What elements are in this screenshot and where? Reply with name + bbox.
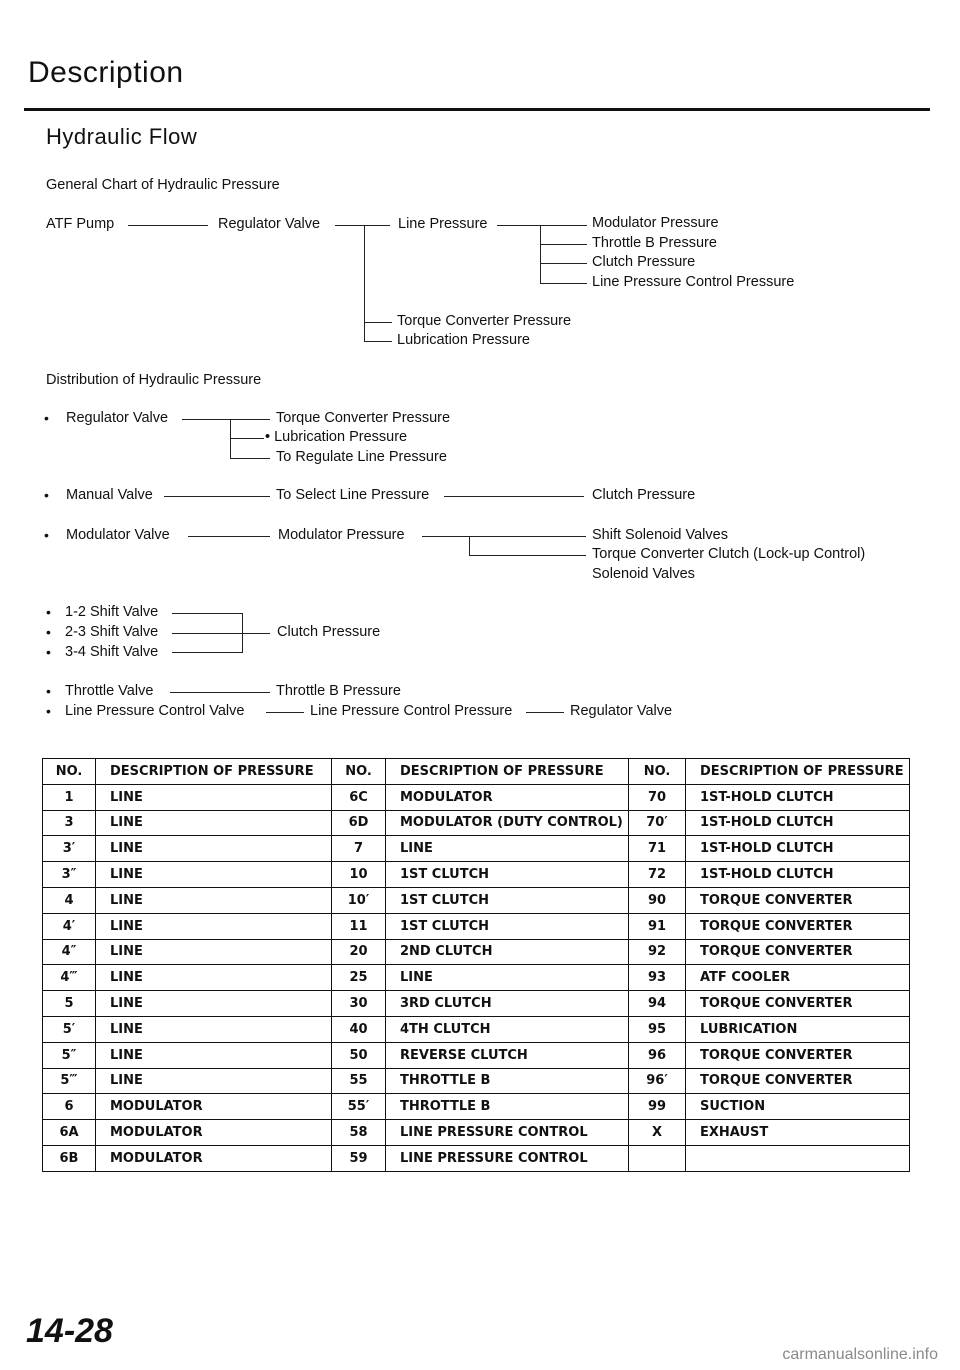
cell-number: 91 — [629, 913, 686, 939]
connector-line — [364, 225, 365, 341]
regulator-output: To Regulate Line Pressure — [276, 449, 447, 465]
cell-number: 55 — [332, 1068, 386, 1094]
bullet: • — [44, 487, 49, 503]
section-title: Hydraulic Flow — [46, 124, 198, 149]
cell-number: 11 — [332, 913, 386, 939]
cell-description: LUBRICATION — [686, 1016, 910, 1042]
table-row — [43, 887, 910, 913]
cell-description: LINE — [96, 965, 332, 991]
connector-line — [230, 458, 270, 459]
table-body — [43, 784, 910, 1171]
cell-number: 3″ — [43, 862, 96, 888]
bullet: • — [46, 644, 51, 660]
rv-output: Torque Converter Pressure — [397, 313, 572, 329]
cell-description: TORQUE CONVERTER — [686, 939, 910, 965]
table-row — [43, 836, 910, 862]
connector-line — [497, 225, 587, 226]
cell-number: 4 — [43, 887, 96, 913]
table-header-row — [43, 759, 910, 785]
cell-number: 3′ — [43, 836, 96, 862]
cell-number: 96 — [629, 1042, 686, 1068]
cell-description: SUCTION — [686, 1094, 910, 1120]
shift-out: Clutch Pressure — [277, 624, 381, 640]
connector-line — [469, 555, 586, 556]
cell-description: LINE — [96, 836, 332, 862]
cell-description: LINE — [96, 991, 332, 1017]
cell-description: LINE — [96, 1016, 332, 1042]
cell-number: 6D — [332, 810, 386, 836]
cell-number: 4′ — [43, 913, 96, 939]
table-row — [43, 1068, 910, 1094]
cell-number: 5‴ — [43, 1068, 96, 1094]
connector-line — [364, 341, 392, 342]
regulator-output: • Lubrication Pressure — [265, 429, 408, 445]
cell-description: LINE — [386, 836, 629, 862]
manual-out: Clutch Pressure — [592, 487, 696, 503]
connector-line — [172, 652, 242, 653]
cell-number: 10 — [332, 862, 386, 888]
shift-valve: 3-4 Shift Valve — [65, 644, 159, 660]
header-no: NO. — [332, 759, 386, 785]
bullet: • — [46, 604, 51, 620]
header-description: DESCRIPTION OF PRESSURE — [686, 759, 910, 785]
cell-number: 90 — [629, 887, 686, 913]
cell-description — [686, 1145, 910, 1171]
shift-valve: 2-3 Shift Valve — [65, 624, 159, 640]
cell-number: 1 — [43, 784, 96, 810]
table-row — [43, 991, 910, 1017]
cell-number: 6 — [43, 1094, 96, 1120]
cell-number: 95 — [629, 1016, 686, 1042]
cell-number: 70 — [629, 784, 686, 810]
cell-description: LINE — [96, 862, 332, 888]
modulator-mid: Modulator Pressure — [278, 527, 405, 543]
connector-line — [172, 613, 242, 614]
table-row — [43, 1094, 910, 1120]
lp-output: Clutch Pressure — [592, 254, 696, 270]
modulator-output: Solenoid Valves — [592, 566, 695, 582]
manual-mid: To Select Line Pressure — [276, 487, 430, 503]
table-row — [43, 1145, 910, 1171]
cell-number: 5′ — [43, 1016, 96, 1042]
page-number: 14-28 — [26, 1312, 113, 1350]
atf-pump-label: ATF Pump — [46, 216, 115, 232]
cell-number: 3 — [43, 810, 96, 836]
throttle-valve: Throttle Valve — [65, 683, 154, 699]
cell-description: LINE — [96, 887, 332, 913]
cell-number: 59 — [332, 1145, 386, 1171]
cell-description: THROTTLE B — [386, 1094, 629, 1120]
header-description: DESCRIPTION OF PRESSURE — [386, 759, 629, 785]
cell-number: 72 — [629, 862, 686, 888]
cell-description: LINE — [96, 913, 332, 939]
cell-description: 1ST-HOLD CLUTCH — [686, 836, 910, 862]
cell-description: ATF COOLER — [686, 965, 910, 991]
cell-description: 1ST-HOLD CLUTCH — [686, 810, 910, 836]
regulator-valve-label: Regulator Valve — [218, 216, 321, 232]
cell-number: 30 — [332, 991, 386, 1017]
connector-line — [128, 225, 208, 226]
cell-description: MODULATOR — [386, 784, 629, 810]
cell-number: 4″ — [43, 939, 96, 965]
table-row — [43, 939, 910, 965]
bullet: • — [46, 683, 51, 699]
modulator-output: Shift Solenoid Valves — [592, 527, 728, 543]
cell-description: 2ND CLUTCH — [386, 939, 629, 965]
cell-description: LINE PRESSURE CONTROL — [386, 1120, 629, 1146]
general-heading: General Chart of Hydraulic Pressure — [46, 177, 280, 193]
cell-description: TORQUE CONVERTER — [686, 913, 910, 939]
bullet: • — [46, 624, 51, 640]
table-row — [43, 1042, 910, 1068]
table-row — [43, 1016, 910, 1042]
cell-description: LINE — [96, 1042, 332, 1068]
lpc-valve: Line Pressure Control Valve — [65, 703, 245, 719]
connector-line — [469, 536, 470, 555]
shift-valve: 1-2 Shift Valve — [65, 604, 159, 620]
dist-regulator-valve: Regulator Valve — [66, 410, 169, 426]
cell-number: 4‴ — [43, 965, 96, 991]
cell-description: LINE — [96, 784, 332, 810]
cell-number: 58 — [332, 1120, 386, 1146]
lp-output: Modulator Pressure — [592, 215, 719, 231]
connector-line — [540, 263, 587, 264]
connector-line — [526, 712, 564, 713]
cell-description: TORQUE CONVERTER — [686, 991, 910, 1017]
header-no: NO. — [43, 759, 96, 785]
cell-number: 70′ — [629, 810, 686, 836]
cell-number: 55′ — [332, 1094, 386, 1120]
bullet: • — [44, 527, 49, 543]
cell-number: 99 — [629, 1094, 686, 1120]
modulator-output: Torque Converter Clutch (Lock-up Control) — [592, 546, 866, 562]
cell-number: 6B — [43, 1145, 96, 1171]
cell-number: 6A — [43, 1120, 96, 1146]
connector-line — [188, 536, 270, 537]
cell-number: 25 — [332, 965, 386, 991]
cell-description: 1ST-HOLD CLUTCH — [686, 862, 910, 888]
table-row — [43, 862, 910, 888]
connector-line — [444, 496, 584, 497]
cell-number: 71 — [629, 836, 686, 862]
table-row — [43, 810, 910, 836]
table-row — [43, 965, 910, 991]
cell-description: LINE — [96, 939, 332, 965]
connector-line — [182, 419, 270, 420]
connector-line — [364, 322, 392, 323]
cell-description: 1ST CLUTCH — [386, 913, 629, 939]
cell-description: LINE — [96, 1068, 332, 1094]
connector-line — [266, 712, 304, 713]
cell-description: MODULATOR — [96, 1094, 332, 1120]
cell-description: 3RD CLUTCH — [386, 991, 629, 1017]
cell-description: LINE PRESSURE CONTROL — [386, 1145, 629, 1171]
cell-number: 6C — [332, 784, 386, 810]
cell-number: 10′ — [332, 887, 386, 913]
cell-number: 96′ — [629, 1068, 686, 1094]
cell-number: 92 — [629, 939, 686, 965]
cell-number: 50 — [332, 1042, 386, 1068]
connector-line — [335, 225, 390, 226]
page-title: Description — [28, 56, 184, 89]
connector-line — [242, 613, 243, 653]
cell-description: 1ST-HOLD CLUTCH — [686, 784, 910, 810]
distribution-heading: Distribution of Hydraulic Pressure — [46, 372, 262, 388]
connector-line — [540, 283, 587, 284]
cell-description: 4TH CLUTCH — [386, 1016, 629, 1042]
cell-number: 94 — [629, 991, 686, 1017]
cell-description: EXHAUST — [686, 1120, 910, 1146]
regulator-output: Torque Converter Pressure — [276, 410, 451, 426]
table-row — [43, 784, 910, 810]
modulator-valve: Modulator Valve — [66, 527, 170, 543]
lpc-mid: Line Pressure Control Pressure — [310, 703, 513, 719]
cell-number — [629, 1145, 686, 1171]
lp-output: Line Pressure Control Pressure — [592, 274, 795, 290]
header-no: NO. — [629, 759, 686, 785]
connector-line — [422, 536, 586, 537]
watermark-bottom: carmanualsonline.info — [782, 1346, 938, 1363]
cell-description: MODULATOR — [96, 1120, 332, 1146]
bullet: • — [44, 410, 49, 426]
lpc-out: Regulator Valve — [570, 703, 673, 719]
connector-line — [172, 633, 270, 634]
title-rule — [24, 108, 930, 111]
connector-line — [540, 244, 587, 245]
lp-output: Throttle B Pressure — [592, 235, 717, 251]
pressure-table — [42, 758, 910, 1172]
bullet: • — [46, 703, 51, 719]
cell-description: LINE — [96, 810, 332, 836]
cell-number: 40 — [332, 1016, 386, 1042]
line-pressure-label: Line Pressure — [398, 216, 488, 232]
cell-number: 93 — [629, 965, 686, 991]
cell-description: MODULATOR — [96, 1145, 332, 1171]
cell-number: 5 — [43, 991, 96, 1017]
cell-description: THROTTLE B — [386, 1068, 629, 1094]
connector-line — [230, 438, 264, 439]
cell-description: MODULATOR (DUTY CONTROL) — [386, 810, 629, 836]
connector-line — [170, 692, 270, 693]
connector-line — [164, 496, 270, 497]
cell-description: TORQUE CONVERTER — [686, 1068, 910, 1094]
table-row — [43, 913, 910, 939]
cell-number: 7 — [332, 836, 386, 862]
manual-valve: Manual Valve — [66, 487, 153, 503]
rv-output: Lubrication Pressure — [397, 332, 530, 348]
cell-number: 5″ — [43, 1042, 96, 1068]
cell-description: REVERSE CLUTCH — [386, 1042, 629, 1068]
cell-description: TORQUE CONVERTER — [686, 1042, 910, 1068]
cell-description: 1ST CLUTCH — [386, 862, 629, 888]
cell-description: LINE — [386, 965, 629, 991]
cell-description: TORQUE CONVERTER — [686, 887, 910, 913]
cell-description: 1ST CLUTCH — [386, 887, 629, 913]
cell-number: X — [629, 1120, 686, 1146]
connector-line — [540, 225, 541, 283]
cell-number: 20 — [332, 939, 386, 965]
header-description: DESCRIPTION OF PRESSURE — [96, 759, 332, 785]
table-row — [43, 1120, 910, 1146]
throttle-out: Throttle B Pressure — [276, 683, 401, 699]
